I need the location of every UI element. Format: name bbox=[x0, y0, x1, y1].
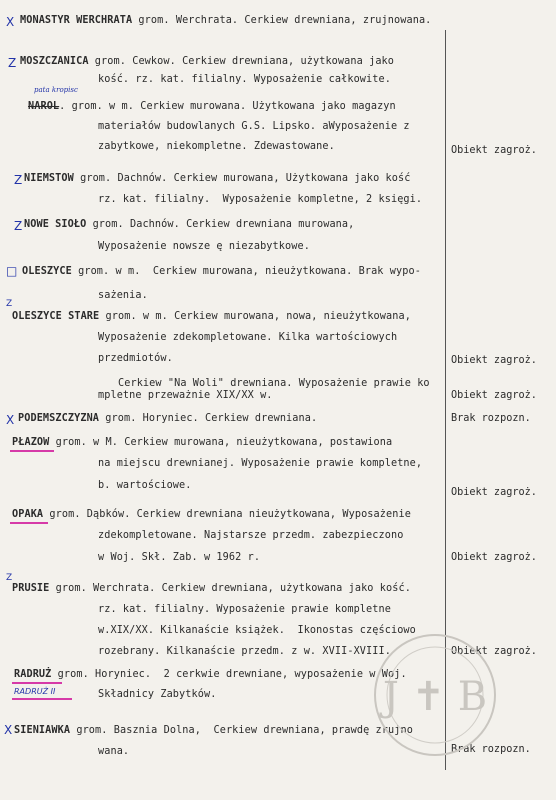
entry-text-line bbox=[12, 582, 411, 595]
place-name: PODEMSZCZYZNA bbox=[18, 413, 100, 424]
place-name: RADRUŻ bbox=[14, 669, 52, 680]
entry-mark: X bbox=[4, 723, 13, 737]
handwritten-note: RADRUŻ II bbox=[14, 687, 56, 696]
entry-text-line bbox=[12, 436, 392, 449]
status-label: Obiekt zagroż. bbox=[451, 355, 537, 366]
entry-text-line bbox=[20, 55, 394, 68]
status-label: Obiekt zagroż. bbox=[451, 487, 537, 498]
entry-text: grom. w M. Cerkiew murowana, nieużytkowana, postawiona bbox=[49, 437, 393, 448]
entry-text-line bbox=[14, 668, 407, 681]
status-label: Brak rozpozn. bbox=[451, 744, 531, 755]
entry-mark: Z bbox=[14, 173, 23, 187]
entry-text-line: Składnicy Zabytków. bbox=[98, 689, 217, 700]
entry-text-line: mpletne przeważnie XIX/XX w. bbox=[98, 390, 273, 401]
highlight-underline bbox=[12, 698, 72, 700]
entry-text-line bbox=[18, 412, 317, 425]
entry-text: grom. w m. Cerkiew murowana, nieużytkowana. Brak wypo- bbox=[71, 266, 421, 277]
entry-mark: Z bbox=[14, 219, 23, 233]
place-name: PRUSIE bbox=[12, 583, 50, 594]
entry-mark: Z bbox=[6, 573, 13, 583]
entry-text-line bbox=[28, 100, 396, 113]
entry-text-line bbox=[12, 508, 411, 521]
place-name: OLESZYCE STARE bbox=[12, 311, 100, 322]
entry-text-line: na miejscu drewnianej. Wyposażenie prawie kompletne, bbox=[98, 458, 423, 469]
entry-text: grom. Werchrata. Cerkiew drewniana, zrujnowana. bbox=[132, 15, 432, 26]
entry-text: grom. Horyniec. Cerkiew drewniana. bbox=[99, 413, 318, 424]
entry-text-line: materiałów budowlanych G.S. Lipsko. aWyposażenie z bbox=[98, 121, 410, 132]
entry-text-line bbox=[14, 724, 413, 737]
entry-text: grom. w m. Cerkiew murowana, nowa, nieużytkowana, bbox=[99, 311, 411, 322]
entry-text-line: wana. bbox=[98, 746, 130, 757]
entry-text-line bbox=[24, 172, 410, 185]
highlight-underline bbox=[10, 450, 54, 452]
entry-text-line: przedmiotów. bbox=[98, 353, 173, 364]
entry-text-line: w.XIX/XX. Kilkanaście książek. Ikonostas częściowo bbox=[98, 625, 416, 636]
entry-text-line: Cerkiew "Na Woli" drewniana. Wyposażenie prawie ko bbox=[118, 378, 430, 389]
entry-text-line: zabytkowe, niekompletne. Zdewastowane. bbox=[98, 141, 335, 152]
entry-text: grom. Cewkow. Cerkiew drewniana, użytkowana jako bbox=[88, 56, 395, 67]
entry-text: . grom. w m. Cerkiew murowana. Użytkowana jako magazyn bbox=[59, 101, 396, 112]
entry-text: grom. Horyniec. 2 cerkwie drewniane, wyposażenie w Woj. bbox=[51, 669, 407, 680]
entry-text: grom. Basznia Dolna, Cerkiew drewniana, prawdę zrujno bbox=[70, 725, 413, 736]
entry-text-line bbox=[12, 310, 411, 323]
place-name: PŁAZOW bbox=[12, 437, 50, 448]
place-name: NIEMSTOW bbox=[24, 173, 74, 184]
entry-mark: X bbox=[6, 413, 15, 427]
entry-mark: □ bbox=[6, 264, 18, 278]
entry-mark: Z bbox=[8, 56, 17, 70]
seal-letters: J ✝ B bbox=[382, 674, 488, 720]
entry-text-line bbox=[20, 14, 431, 27]
archive-seal-stamp bbox=[372, 632, 498, 758]
entry-text: grom. Werchrata. Cerkiew drewniana, użytkowana jako kość. bbox=[49, 583, 411, 594]
entry-text-line: kość. rz. kat. filialny. Wyposażenie całkowite. bbox=[98, 74, 391, 85]
status-label: Obiekt zagroż. bbox=[451, 552, 537, 563]
highlight-underline bbox=[12, 682, 62, 684]
place-name: OLESZYCE bbox=[22, 266, 72, 277]
entry-mark: X bbox=[6, 15, 15, 29]
place-name: MOSZCZANICA bbox=[20, 56, 89, 67]
status-label: Brak rozpozn. bbox=[451, 413, 531, 424]
entry-text-line bbox=[22, 265, 421, 278]
entry-text-line: rz. kat. filialny. Wyposażenie kompletne, 2 księgi. bbox=[98, 194, 423, 205]
entry-mark: Z bbox=[6, 299, 13, 309]
entry-text-line: zdekompletowane. Najstarsze przedm. zabezpieczono bbox=[98, 530, 404, 541]
entry-text-line bbox=[24, 218, 354, 231]
place-name: NOWE SIOŁO bbox=[24, 219, 87, 230]
place-name: NAROL bbox=[28, 101, 60, 112]
entry-text-line: b. wartościowe. bbox=[98, 480, 192, 491]
entry-text: grom. Dachnów. Cerkiew drewniana murowana, bbox=[86, 219, 355, 230]
entry-text-line: rozebrany. Kilkanaście przedm. z w. XVII-XVIII. bbox=[98, 646, 391, 657]
highlight-underline bbox=[10, 522, 48, 524]
place-name: OPAKA bbox=[12, 509, 44, 520]
entry-text: grom. Dąbków. Cerkiew drewniana nieużytkowana, Wyposażenie bbox=[43, 509, 411, 520]
entry-text-line: w Woj. Skł. Zab. w 1962 r. bbox=[98, 552, 261, 563]
entry-text-line: Wyposażenie zdekompletowane. Kilka wartościowych bbox=[98, 332, 398, 343]
status-label: Obiekt zagroż. bbox=[451, 646, 537, 657]
status-label: Obiekt zagroż. bbox=[451, 145, 537, 156]
entry-text-line: Wyposażenie nowsze ę niezabytkowe. bbox=[98, 241, 310, 252]
entry-text-line: rz. kat. filialny. Wyposażenie prawie kompletne bbox=[98, 604, 391, 615]
place-name: SIENIAWKA bbox=[14, 725, 71, 736]
entry-text-line: sażenia. bbox=[98, 290, 148, 301]
entry-text: grom. Dachnów. Cerkiew murowana, Użytkowana jako kość bbox=[73, 173, 411, 184]
place-name: MONASTYR WERCHRATA bbox=[20, 15, 133, 26]
status-label: Obiekt zagroż. bbox=[451, 390, 537, 401]
handwritten-note: pata kropisc bbox=[34, 86, 78, 94]
